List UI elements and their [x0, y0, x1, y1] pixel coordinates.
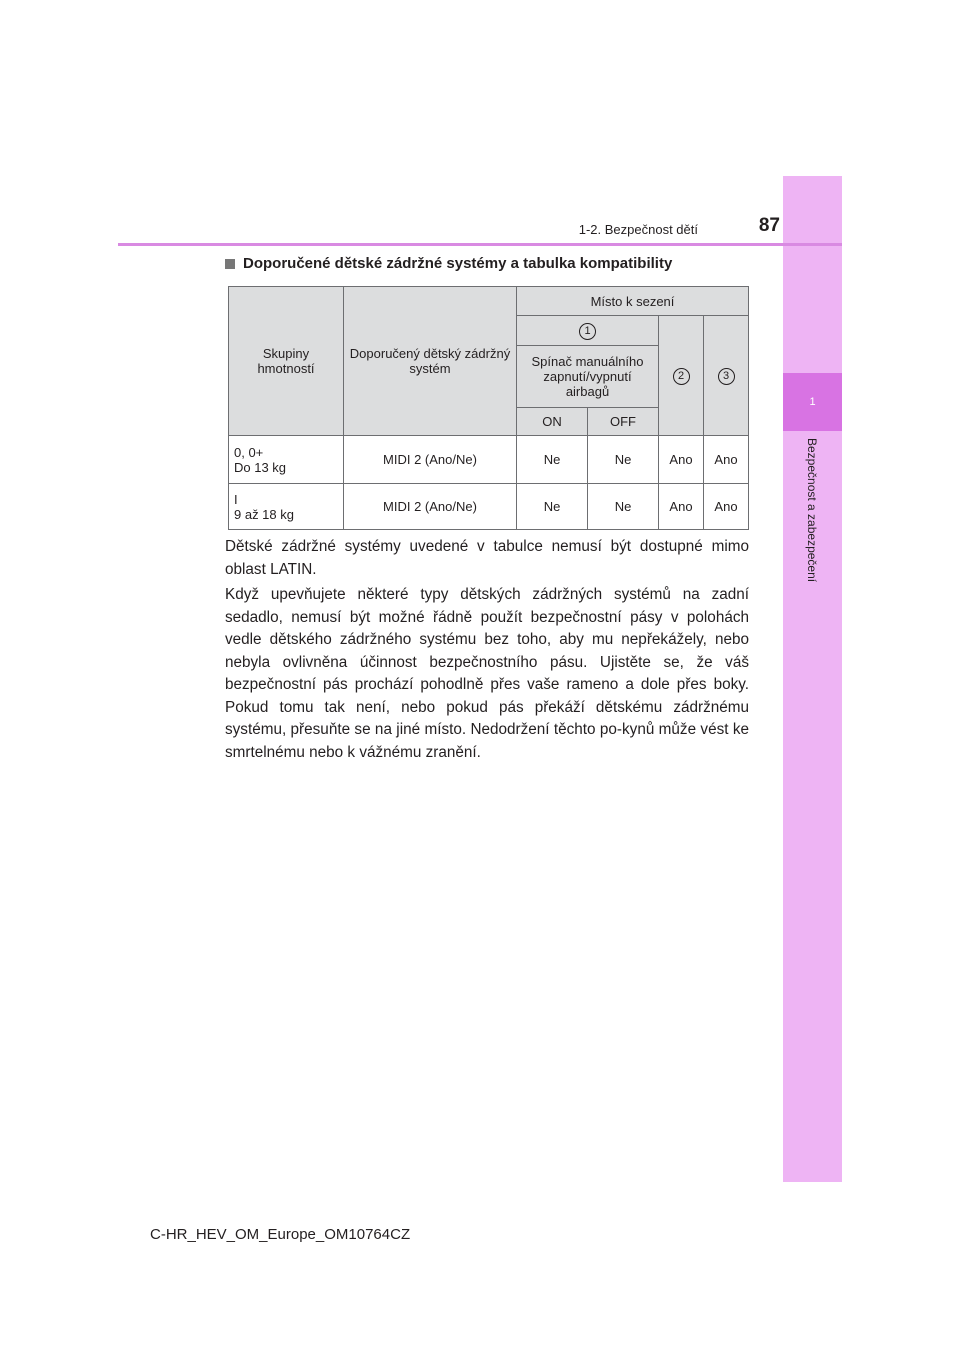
header-rule [118, 243, 842, 246]
seat-2-cell: Ano [659, 484, 704, 530]
weight-group-cell: I 9 až 18 kg [229, 484, 344, 530]
footer-doc-id: C-HR_HEV_OM_Europe_OM10764CZ [150, 1226, 411, 1243]
seat-1-circle: 1 [579, 323, 596, 340]
square-bullet-icon [225, 259, 235, 269]
paragraph: Když upevňujete některé typy dětských zádržných systémů na zadní sedadlo, nemusí být možné řádně použít bezpečnostní pásy v polohách vedle dětského zádržného systému bez toho, aby mu nepřekážely, nebo nebyla ovlivněna účinnost bezpečnostního pásu. Ujistěte se, že váš bezpečnostní pás prochází pohodlně přes vaše rameno a dole přes boky. Pokud tomu tak není, nebo pokud pás překáží dětskému zádržnému systému, přesuňte se na jiné místo. Nedodržení těchto po-kynů může vést ke smrtelnému nebo k vážnému zranění. [225, 586, 749, 761]
chapter-side-tab [783, 176, 842, 1182]
airbag-on-cell: Ne [517, 484, 588, 530]
seat-3-cell: Ano [704, 484, 749, 530]
seat-3-cell: Ano [704, 436, 749, 484]
section-heading [225, 255, 672, 272]
airbag-switch-header: Spínač manuálního zapnutí/vypnutí airbagů [517, 346, 659, 408]
section-heading-text: Doporučené dětské zádržné systémy a tabulka kompatibility [243, 255, 673, 272]
seat-1-header [517, 316, 659, 346]
chapter-title: Bezpečnost a zabezpečení [805, 438, 819, 583]
airbag-off-header: OFF [588, 408, 659, 436]
table-row [229, 436, 749, 484]
page-number: 87 [758, 215, 780, 236]
col-recommended-system: Doporučený dětský zádržný systém [344, 287, 517, 436]
airbag-off-cell: Ne [588, 484, 659, 530]
airbag-on-cell: Ne [517, 436, 588, 484]
seat-2-cell: Ano [659, 436, 704, 484]
section-title: 1-2. Bezpečnost dětí [578, 222, 698, 237]
col-seat-position: Místo k sezení [517, 287, 749, 316]
system-cell: MIDI 2 (Ano/Ne) [344, 484, 517, 530]
weight-group-cell: 0, 0+ Do 13 kg [229, 436, 344, 484]
system-cell: MIDI 2 (Ano/Ne) [344, 436, 517, 484]
chapter-number: 1 [809, 396, 816, 408]
compatibility-table [228, 286, 749, 530]
seat-2-circle: 2 [673, 368, 690, 385]
seat-2-header [659, 316, 704, 436]
col-weight-group: Skupiny hmotností [229, 287, 344, 436]
seat-3-circle: 3 [718, 368, 735, 385]
airbag-off-cell: Ne [588, 436, 659, 484]
paragraph: Dětské zádržné systémy uvedené v tabulce nemusí být dostupné mimo oblast LATIN. [225, 538, 749, 578]
airbag-on-header: ON [517, 408, 588, 436]
table-row [229, 484, 749, 530]
seat-3-header [704, 316, 749, 436]
